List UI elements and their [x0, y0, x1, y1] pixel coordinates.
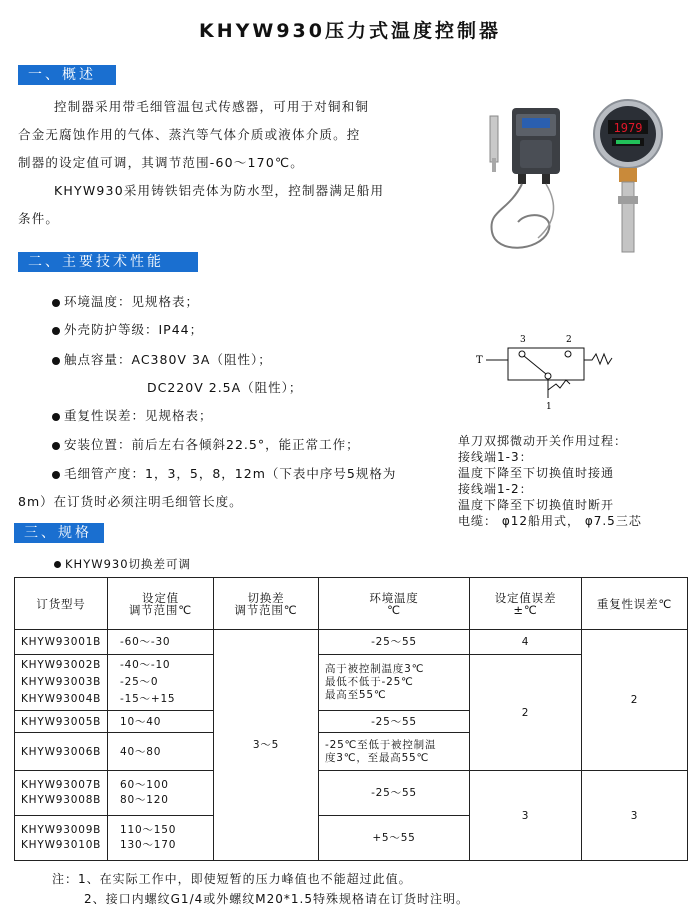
spec-text: 触点容量：AC380V 3A（阻性）；	[64, 352, 272, 367]
wiring-diagram	[472, 330, 632, 420]
switch-desc-line: 温度下降至下切换值时接通	[458, 466, 615, 480]
pin-label-1: 1	[546, 402, 552, 412]
overview-line: 合金无腐蚀作用的气体、蒸汽等气体介质或液体介质。控	[18, 127, 361, 142]
table-cell-ambient: +5～55	[319, 816, 470, 860]
table-cell-ambient	[319, 733, 470, 771]
switch-description	[458, 433, 642, 529]
section-header-performance: 二、主要技术性能	[18, 252, 198, 272]
table-header-error	[470, 578, 582, 630]
table-header-model: 订货型号	[15, 578, 108, 630]
table-cell-error: 2	[470, 655, 582, 771]
switch-desc-line: 单刀双掷微动开关作用过程：	[458, 434, 628, 448]
table-header-diff	[214, 578, 319, 630]
spec-text: DC220V 2.5A（阻性）；	[147, 380, 303, 395]
table-cell-model: KHYW93005B	[15, 711, 108, 733]
table-cell-range	[108, 816, 214, 860]
overview-line: 制器的设定值可调，其调节范围-60～170℃。	[18, 155, 304, 170]
model-text: KHYW93008B	[21, 794, 102, 806]
model-text: KHYW93003B	[21, 676, 102, 688]
range-text: 60～100	[120, 779, 169, 791]
bullet-icon	[54, 561, 61, 568]
spec-table	[14, 577, 688, 861]
svg-text:1979: 1979	[613, 121, 643, 135]
range-text: -40～-10	[120, 659, 171, 671]
header-text: 调节范围℃	[129, 602, 192, 617]
ambient-text: -25℃至低于被控制温	[325, 738, 437, 751]
table-header-range	[108, 578, 214, 630]
ambient-text: 最低不低于-25℃	[325, 676, 414, 688]
spec-text: 毛细管产度：1，3，5，8，12m（下表中序号5规格为	[64, 466, 397, 481]
overview-line: 条件。	[18, 211, 60, 226]
table-header-repeat: 重复性误差℃	[582, 578, 687, 630]
spec-text: 环境温度：见规格表；	[64, 294, 200, 309]
caption-text: KHYW930切换差可调	[65, 557, 192, 571]
spec-item	[52, 350, 272, 368]
model-text: KHYW93004B	[21, 693, 102, 705]
switch-desc-line: 电缆： φ12船用式， φ7.5三芯	[458, 514, 642, 528]
table-cell-repeat: 2	[582, 630, 687, 771]
spec-item	[52, 464, 396, 482]
header-text: 调节范围℃	[234, 602, 298, 617]
range-text: 80～120	[120, 794, 169, 806]
model-text: KHYW93002B	[21, 659, 102, 671]
table-cell-model	[15, 816, 108, 860]
range-text: -25～0	[120, 676, 159, 688]
table-cell-model	[15, 655, 108, 711]
bullet-icon	[52, 413, 60, 421]
note-1: 注：1、在实际工作中，即使短暂的压力峰值也不能超过此值。	[52, 872, 412, 886]
overview-line: 控制器采用带毛细管温包式传感器，可用于对铜和铜	[54, 99, 370, 114]
header-text: 环境温度	[369, 590, 419, 605]
header-text: ±℃	[513, 602, 538, 617]
switch-desc-line: 接线端1-2：	[458, 482, 533, 496]
overview-line: KHYW930采用铸铁铝壳体为防水型，控制器满足船用	[54, 183, 385, 198]
header-text: ℃	[387, 602, 401, 617]
bullet-icon	[52, 357, 60, 365]
model-text: KHYW93009B	[21, 824, 102, 836]
table-cell-ambient	[319, 655, 470, 711]
spec-text: 安装位置：前后左右各倾斜22.5°，能正常工作；	[64, 437, 360, 452]
page-title: KHYW930压力式温度控制器	[198, 20, 501, 42]
table-cell-model: KHYW93001B	[15, 630, 108, 655]
table-cell-ambient: -25～55	[319, 771, 470, 816]
table-cell-model	[15, 771, 108, 816]
bullet-icon	[52, 471, 60, 479]
range-text: 130～170	[120, 839, 177, 851]
ambient-text: 最高至55℃	[325, 689, 387, 701]
product-photo	[478, 92, 678, 262]
table-cell-range: 10～40	[108, 711, 214, 733]
table-cell-ambient: -25～55	[319, 630, 470, 655]
table-caption	[54, 556, 191, 572]
table-cell-range: 40～80	[108, 733, 214, 771]
switch-desc-line: 接线端1-3：	[458, 450, 533, 464]
header-text: 设定值误差	[494, 590, 557, 605]
range-text: -15～+15	[120, 693, 176, 705]
bullet-icon	[52, 327, 60, 335]
table-cell-error: 3	[470, 771, 582, 860]
ambient-text: 高于被控制温度3℃	[325, 663, 425, 675]
table-cell-diff: 3～5	[214, 630, 319, 860]
spec-text: 8m）在订货时必须注明毛细管长度。	[18, 494, 243, 509]
table-cell-error: 4	[470, 630, 582, 655]
ambient-text: 度3℃，至最高55℃	[325, 751, 430, 764]
spec-item	[52, 435, 360, 453]
table-cell-range	[108, 655, 214, 711]
header-text: 切换差	[247, 590, 285, 605]
table-cell-repeat: 3	[630, 809, 639, 822]
table-cell-model: KHYW93006B	[15, 733, 108, 771]
overview-text	[18, 93, 448, 233]
range-text: 110～150	[120, 824, 177, 836]
spec-item	[52, 292, 199, 310]
table-cell-range: -60～-30	[108, 630, 214, 655]
table-cell-range	[108, 771, 214, 816]
header-text: 设定值	[142, 590, 179, 605]
spec-item	[52, 320, 203, 338]
section-header-specs: 三、规格	[14, 523, 104, 543]
bullet-icon	[52, 442, 60, 450]
switch-desc-line: 温度下降至下切换值时断开	[458, 498, 615, 512]
model-text: KHYW93007B	[21, 779, 102, 791]
model-text: KHYW93010B	[21, 839, 102, 851]
pin-label-3: 3	[520, 335, 526, 345]
note-2: 2、接口内螺纹G1/4或外螺纹M20*1.5特殊规格请在订货时注明。	[84, 892, 469, 906]
table-header-ambient	[319, 578, 470, 630]
section-header-overview: 一、概述	[18, 65, 116, 85]
table-cell-ambient: -25～55	[319, 711, 470, 733]
spec-text: 外壳防护等级：IP44；	[64, 322, 204, 337]
pin-label-2: 2	[566, 335, 572, 345]
diagram-label-t: T	[476, 355, 483, 366]
spec-text: 重复性误差：见规格表；	[64, 408, 213, 423]
spec-item	[52, 406, 213, 424]
bullet-icon	[52, 299, 60, 307]
